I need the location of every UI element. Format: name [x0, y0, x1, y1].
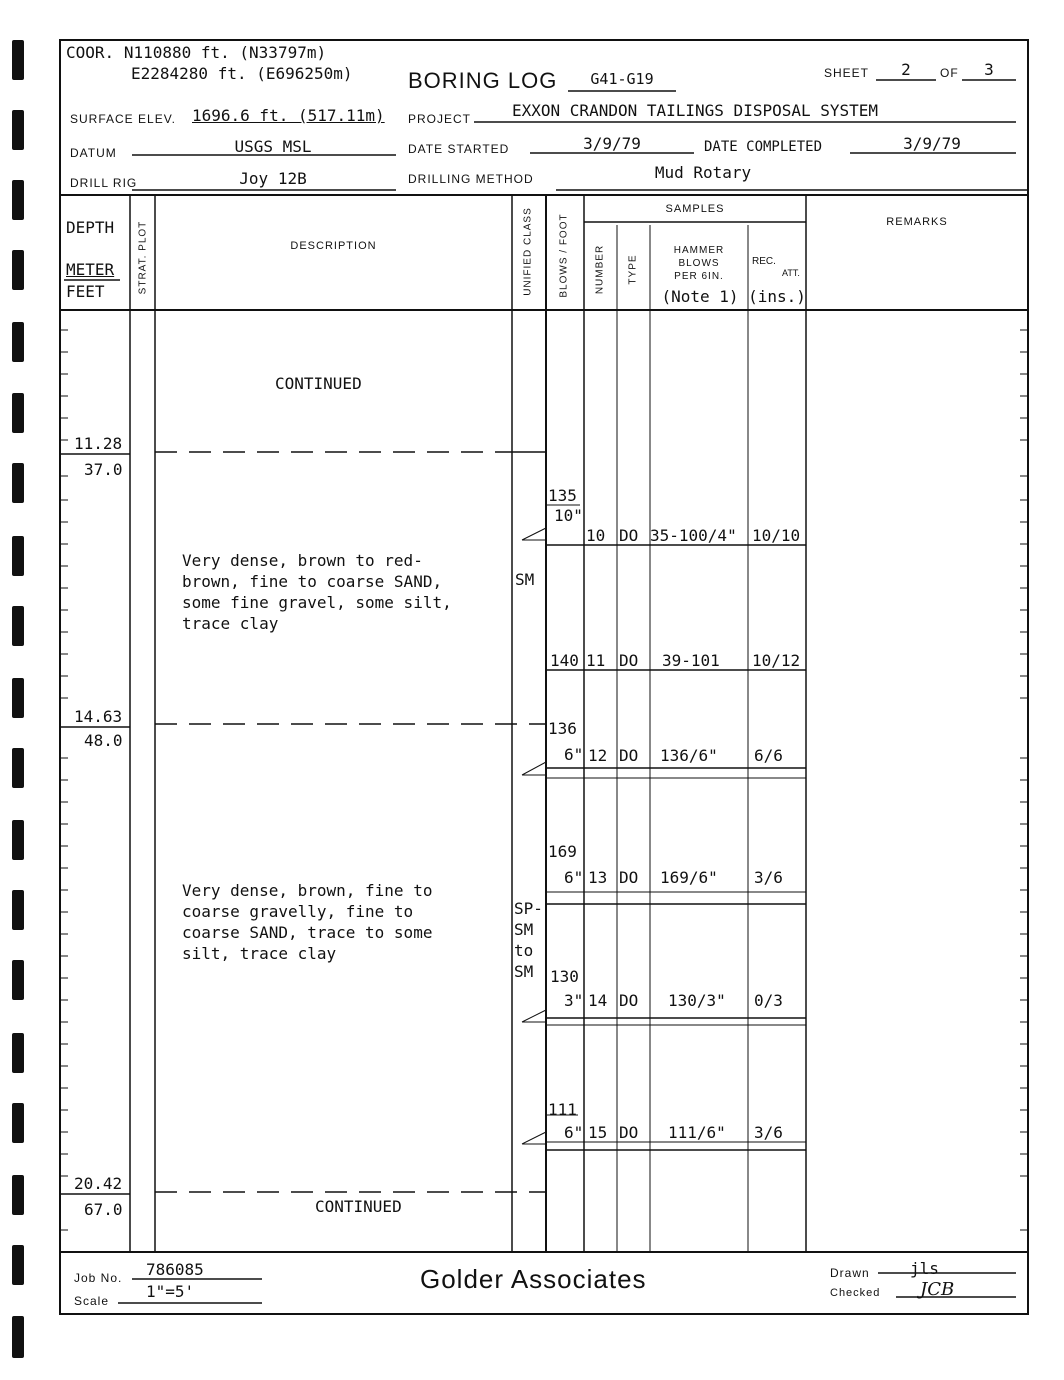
att-header: ATT.	[782, 268, 800, 278]
recovery: 3/6	[754, 868, 783, 887]
number-header: NUMBER	[594, 244, 606, 295]
coordinates-east: E2284280 ft. (E696250m)	[131, 64, 353, 83]
blows-count: 135	[548, 486, 577, 505]
depth-feet: 67.0	[84, 1200, 123, 1219]
hammer-blows: 39-101	[662, 651, 720, 670]
sample-type: DO	[619, 868, 639, 887]
blows-count: 136	[548, 719, 577, 738]
blows-count: 130	[550, 967, 579, 986]
checked-label: Checked	[830, 1287, 881, 1299]
drilling-method-label: DRILLING METHOD	[408, 172, 534, 186]
drill-rig-label: DRILL RIG	[70, 176, 138, 190]
recovery: 10/12	[752, 651, 801, 670]
project-label: PROJECT	[408, 112, 472, 126]
drill-rig: Joy 12B	[239, 169, 307, 188]
unified-class: SP- SM to SM	[514, 899, 543, 981]
depth-meter: 14.63	[74, 707, 123, 726]
type-header: TYPE	[627, 254, 639, 285]
hammer-blows: 111/6"	[668, 1123, 726, 1142]
company-name: Golder Associates	[420, 1264, 647, 1294]
job-number: 786085	[146, 1260, 204, 1279]
blows-penetration: 6"	[564, 745, 584, 764]
meter-header: METER	[66, 260, 115, 279]
surface-elev-label: SURFACE ELEV.	[70, 112, 176, 126]
recovery: 3/6	[754, 1123, 783, 1142]
sample-number: 13	[588, 868, 608, 887]
project-name: EXXON CRANDON TAILINGS DISPOSAL SYSTEM	[512, 101, 879, 120]
blows-count: 140	[550, 651, 579, 670]
sample-number: 10	[586, 526, 606, 545]
sheet-label: SHEET	[824, 66, 870, 80]
blows-penetration: 3"	[564, 991, 584, 1010]
datum-label: DATUM	[70, 146, 117, 160]
recovery: 6/6	[754, 746, 783, 765]
sample-type: DO	[619, 651, 639, 670]
depth-header: DEPTH	[66, 218, 115, 237]
depth-feet: 48.0	[84, 731, 123, 750]
continued-bottom: CONTINUED	[315, 1197, 402, 1216]
continued-top: CONTINUED	[275, 374, 362, 393]
date-started: 3/9/79	[583, 134, 641, 153]
of-label: OF	[940, 66, 959, 80]
sample-type: DO	[619, 1123, 639, 1142]
depth-meter: 20.42	[74, 1174, 123, 1193]
page-title: BORING LOG	[408, 68, 558, 93]
sheet-total: 3	[984, 60, 994, 79]
drilling-method: Mud Rotary	[654, 163, 752, 182]
blows-foot-header: BLOWS / FOOT	[558, 213, 570, 298]
hammer-note: (Note 1)	[661, 287, 739, 306]
blows-penetration: 6"	[564, 868, 584, 887]
depth-feet: 37.0	[84, 460, 123, 479]
drawn-label: Drawn	[830, 1266, 870, 1280]
coordinates-label: COOR. N110880 ft. (N33797m)	[66, 43, 327, 62]
sample-number: 11	[586, 651, 606, 670]
blows-penetration: 6"	[564, 1123, 584, 1142]
recovery: 0/3	[754, 991, 783, 1010]
unified-class: SM	[515, 570, 535, 589]
recovery: 10/10	[752, 526, 801, 545]
remarks-header: REMARKS	[886, 216, 948, 228]
sample-type: DO	[619, 526, 639, 545]
sample-number: 15	[588, 1123, 608, 1142]
job-label: Job No.	[74, 1271, 123, 1285]
surface-elevation: 1696.6 ft. (517.11m)	[192, 106, 385, 125]
blows-penetration: 10"	[554, 506, 583, 525]
feet-header: FEET	[66, 282, 105, 301]
strat-plot-header: STRAT. PLOT	[137, 220, 149, 295]
description-header: DESCRIPTION	[290, 240, 377, 252]
hammer-blows: 136/6"	[660, 746, 718, 765]
unified-class-header: UNIFIED CLASS	[522, 207, 534, 296]
date-started-label: DATE STARTED	[408, 142, 510, 156]
sample-type: DO	[619, 991, 639, 1010]
sample-number: 12	[588, 746, 608, 765]
samples-header: SAMPLES	[665, 203, 725, 215]
boring-id: G41-G19	[590, 70, 654, 88]
blows-count: 111	[548, 1100, 577, 1119]
hammer-blows-header: HAMMER BLOWS PER 6IN.	[673, 245, 725, 282]
layer-description: Very dense, brown, fine to coarse gravelly, fine to coarse SAND, trace to some silt, trace clay	[182, 881, 433, 963]
date-completed: 3/9/79	[903, 134, 961, 153]
checked-by: JCB	[920, 1279, 955, 1300]
rec-unit: (ins.)	[748, 287, 806, 306]
sample-type: DO	[619, 746, 639, 765]
sample-number: 14	[588, 991, 608, 1010]
date-completed-label: DATE COMPLETED	[704, 139, 823, 155]
coordinates-north: N110880 ft. (N33797m)	[123, 43, 327, 62]
hammer-blows: 35-100/4"	[650, 526, 737, 545]
hammer-blows: 130/3"	[668, 991, 726, 1010]
layer-description: Very dense, brown to red- brown, fine to coarse SAND, some fine gravel, some silt, trace clay	[182, 551, 452, 633]
blows-count: 169	[548, 842, 577, 861]
hammer-blows: 169/6"	[660, 868, 718, 887]
drawn-by: jls	[910, 1259, 939, 1278]
depth-meter: 11.28	[74, 434, 123, 453]
scale-value: 1"=5'	[146, 1282, 195, 1301]
datum-value: USGS MSL	[234, 137, 312, 156]
rec-header: REC.	[752, 256, 776, 267]
scale-label: Scale	[74, 1294, 110, 1308]
sheet-number: 2	[901, 60, 911, 79]
